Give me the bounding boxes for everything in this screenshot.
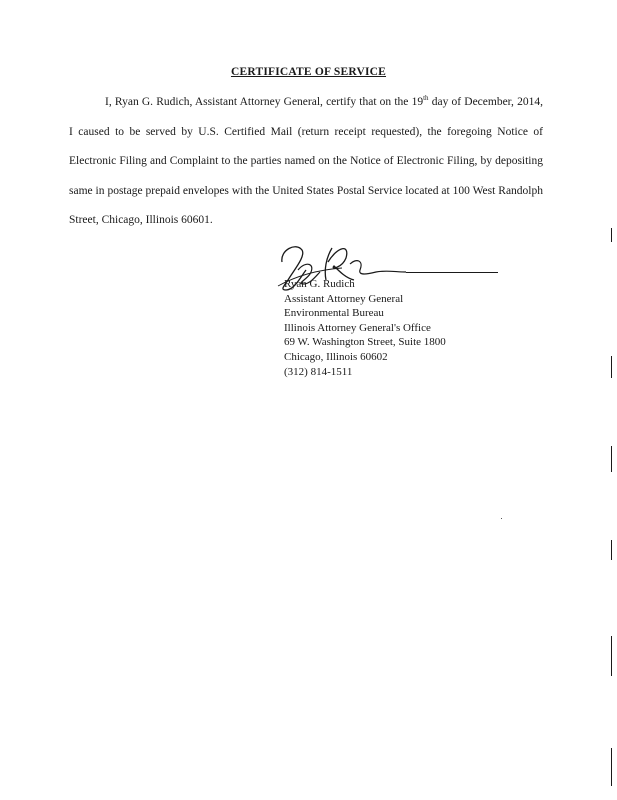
page-title: CERTIFICATE OF SERVICE <box>230 66 387 78</box>
signer-title: Assistant Attorney General <box>284 292 404 305</box>
signer-name: Ryan G. Rudich <box>284 278 355 290</box>
signer-city: Chicago, Illinois 60602 <box>284 350 388 363</box>
paragraph-text-start: I, Ryan G. Rudich, Assistant Attorney General, certify that on the 19 <box>105 96 424 108</box>
signature-block <box>276 240 536 380</box>
scan-edge-mark <box>611 446 612 472</box>
scan-edge-mark <box>611 356 612 378</box>
scan-edge-mark <box>611 540 612 560</box>
certificate-body <box>69 88 543 236</box>
signer-phone: (312) 814-1511 <box>284 365 353 378</box>
scan-edge-mark <box>611 748 612 786</box>
signer-office: Illinois Attorney General's Office <box>284 321 431 334</box>
paragraph-text-end: day of December, 2014, I caused to be served by U.S. Certified Mail (return receipt requested), the foregoing Notice of Electronic Filing and Complaint to the parties named on the Notice of Electronic Filing, by depositing same in postage prepaid envelopes with the United States Postal Service located at 100 West Randolph Street, Chicago, Illinois 60601. <box>69 96 543 227</box>
certificate-paragraph <box>69 88 543 236</box>
scan-edge-mark <box>611 636 612 676</box>
scan-edge-mark <box>611 228 612 242</box>
ordinal-superscript: th <box>423 94 429 103</box>
signer-details <box>284 277 446 379</box>
scan-dot <box>501 518 502 519</box>
signer-bureau: Environmental Bureau <box>284 307 384 320</box>
signer-street: 69 W. Washington Street, Suite 1800 <box>284 336 446 349</box>
signature-line <box>406 272 498 273</box>
